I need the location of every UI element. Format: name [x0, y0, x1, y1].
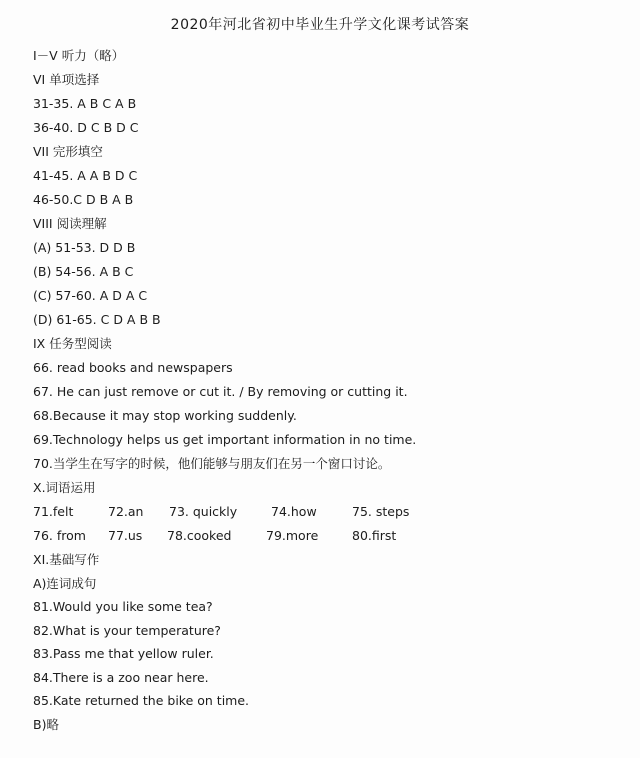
- answer-line: (B) 54-56. A B C: [33, 264, 134, 279]
- answer-line: 70.当学生在写字的时候，他们能够与朋友们在另一个窗口讨论。: [33, 456, 391, 471]
- answer-list-top: [33, 44, 633, 500]
- answer-line: 31-35. A B C A B: [33, 96, 137, 111]
- answer-line: 85.Kate returned the bike on time.: [33, 693, 250, 708]
- answer-line: 46-50.C D B A B: [33, 192, 134, 207]
- answer-line: 83.Pass me that yellow ruler.: [33, 646, 214, 661]
- answer-cell: 76. from: [33, 528, 86, 543]
- answer-cell: 73. quickly: [169, 504, 238, 519]
- section-heading-cloze: VII 完形填空: [33, 144, 103, 159]
- answer-line: 66. read books and newspapers: [33, 360, 233, 375]
- section-heading-word-usage: X.词语运用: [33, 480, 96, 495]
- answer-cell: 74.how: [271, 504, 317, 519]
- answer-line: (A) 51-53. D D B: [33, 240, 136, 255]
- word-usage-row-1: [33, 500, 633, 524]
- section-heading-reading: VIII 阅读理解: [33, 216, 107, 231]
- answer-line: 82.What is your temperature?: [33, 622, 221, 638]
- answer-cell: 71.felt: [33, 504, 74, 519]
- answer-line: 81.Would you like some tea?: [33, 599, 213, 614]
- answer-list-bottom: [33, 548, 633, 736]
- subsection-heading: A)连词成句: [33, 575, 97, 591]
- answer-line: 41-45. A A B D C: [33, 168, 138, 183]
- answer-line: (D) 61-65. C D A B B: [33, 312, 161, 327]
- answer-line: (C) 57-60. A D A C: [33, 288, 148, 303]
- answer-cell: 79.more: [266, 528, 319, 543]
- section-heading-writing: XI.基础写作: [33, 552, 100, 567]
- word-usage-row-2: [33, 524, 633, 548]
- section-heading-task-reading: IX 任务型阅读: [33, 336, 112, 351]
- answer-cell: 77.us: [108, 528, 143, 543]
- answer-line: 36-40. D C B D C: [33, 120, 139, 135]
- section-heading-listening: I－V 听力（略）: [33, 48, 125, 63]
- subsection-heading: B)略: [33, 716, 59, 732]
- answer-line: 69.Technology helps us get important information in no time.: [33, 432, 417, 447]
- answer-cell: 78.cooked: [167, 528, 232, 543]
- section-heading-single-choice: VI 单项选择: [33, 72, 100, 87]
- answer-cell: 80.first: [352, 528, 397, 543]
- answer-cell: 75. steps: [352, 504, 410, 519]
- page-title: 2020年河北省初中毕业生升学文化课考试答案: [170, 17, 470, 33]
- answer-line: 84.There is a zoo near here.: [33, 669, 209, 685]
- answer-cell: 72.an: [108, 504, 144, 519]
- answer-line: 68.Because it may stop working suddenly.: [33, 408, 297, 423]
- answer-line: 67. He can just remove or cut it. / By removing or cutting it.: [33, 384, 408, 399]
